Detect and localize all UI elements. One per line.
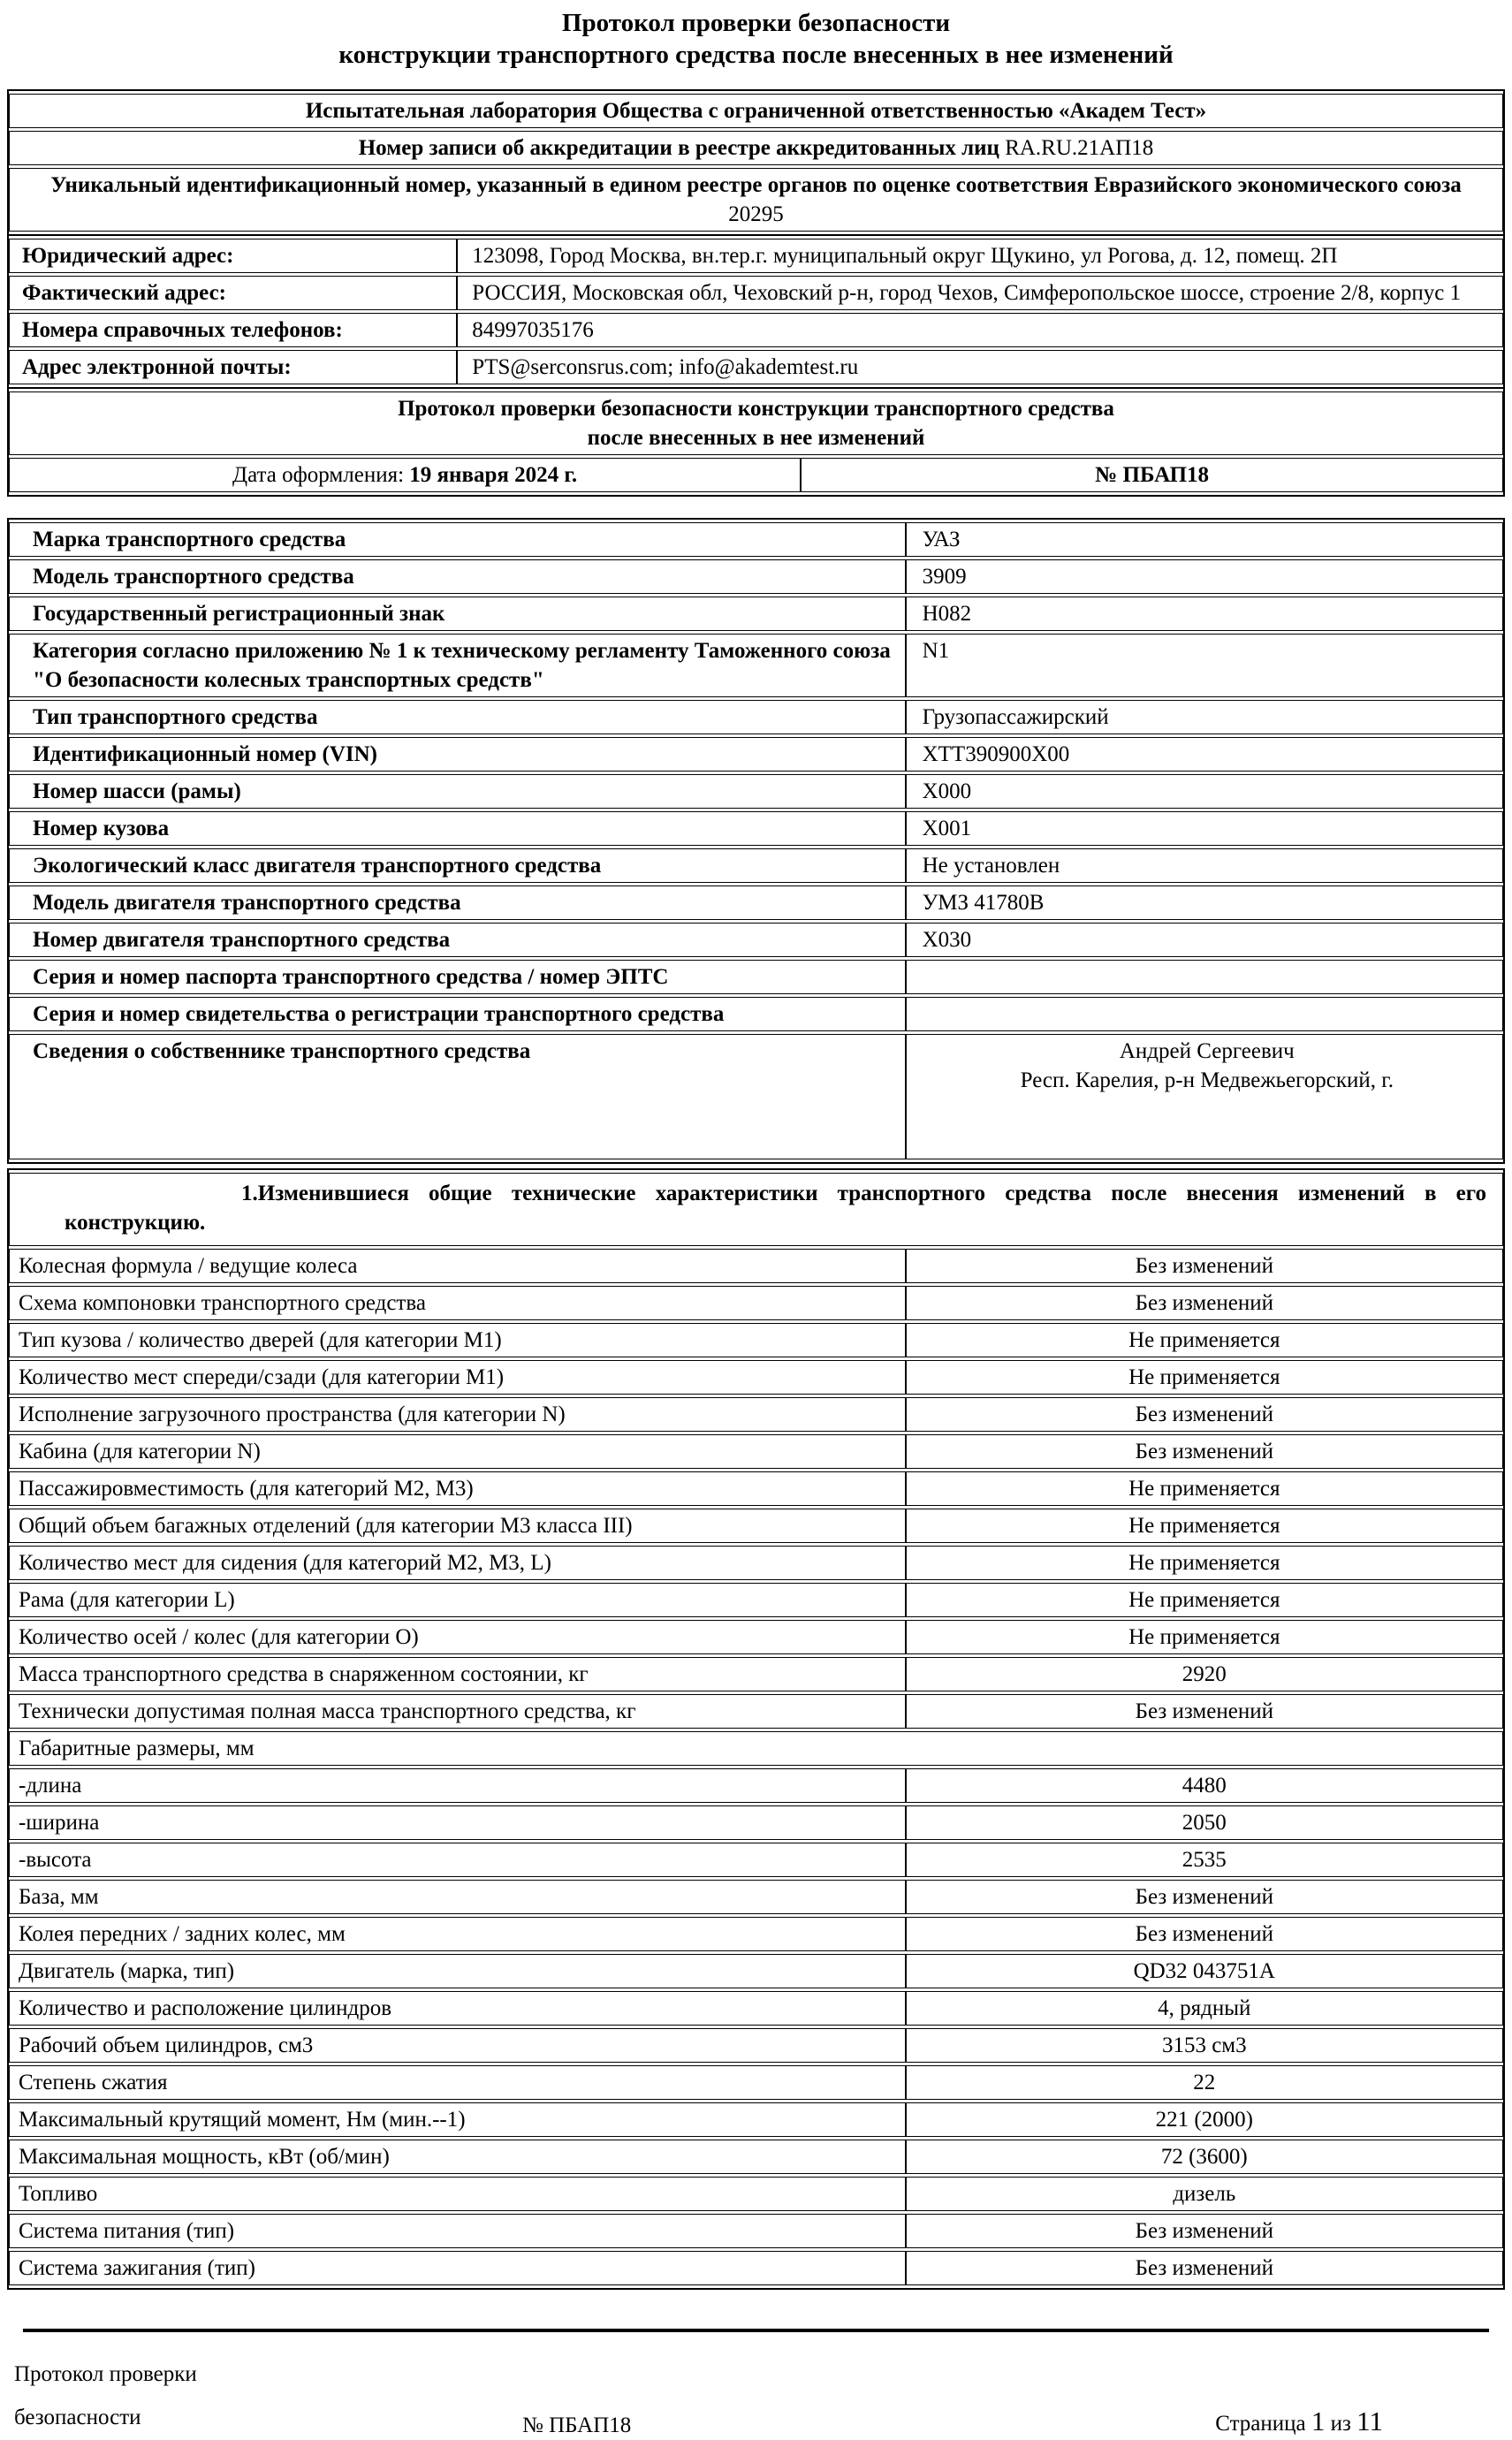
- characteristic-row: [9, 1323, 1503, 1357]
- characteristic-label: -длина: [9, 1768, 906, 1803]
- document-title: [34, 7, 1478, 72]
- lab-contact-value: 84997035176: [457, 313, 1503, 347]
- unique-id-row: [9, 168, 1503, 232]
- owner-address: Респ. Карелия, р-н Медвежьегорский, г.: [1020, 1068, 1394, 1092]
- characteristic-row: [9, 1583, 1503, 1617]
- lab-contact-row: [9, 276, 1503, 310]
- accreditation-label: Номер записи об аккредитации в реестре аккредитованных лиц: [358, 135, 999, 160]
- lab-name-row: [9, 94, 1503, 128]
- protocol-heading-line1: Протокол проверки безопасности конструкции транспортного средства: [398, 396, 1114, 421]
- characteristic-value: Без изменений: [906, 1694, 1503, 1729]
- lab-contact-label: Фактический адрес:: [9, 276, 457, 310]
- characteristic-label: Тип кузова / количество дверей (для категории M1): [9, 1323, 906, 1357]
- characteristic-value: Без изменений: [906, 1434, 1503, 1469]
- protocol-number: № ПБАП18: [801, 458, 1503, 492]
- lab-contact-value: PTS@serconsrus.com; info@akademtest.ru: [457, 350, 1503, 384]
- characteristic-value: Без изменений: [906, 1397, 1503, 1432]
- footer-page-separator: из: [1330, 2411, 1351, 2436]
- characteristic-value: Без изменений: [906, 1286, 1503, 1320]
- characteristic-value: 2050: [906, 1805, 1503, 1840]
- vehicle-row-label: Модель двигателя транспортного средства: [9, 886, 906, 920]
- vehicle-row-label: Тип транспортного средства: [9, 700, 906, 734]
- characteristic-row: [9, 1991, 1503, 2026]
- characteristic-label: Максимальная мощность, кВт (об/мин): [9, 2140, 906, 2174]
- characteristic-row: [9, 1286, 1503, 1320]
- characteristic-label: Кабина (для категории N): [9, 1434, 906, 1469]
- date-row: [9, 458, 1503, 492]
- characteristic-value: Без изменений: [906, 1249, 1503, 1283]
- characteristic-value: 72 (3600): [906, 2140, 1503, 2174]
- characteristic-label: Технически допустимая полная масса транспортного средства, кг: [9, 1694, 906, 1729]
- characteristic-row: [9, 2102, 1503, 2137]
- vehicle-row-value: Грузопассажирский: [906, 700, 1503, 734]
- characteristic-row: [9, 1768, 1503, 1803]
- characteristic-label: Схема компоновки транспортного средства: [9, 1286, 906, 1320]
- protocol-heading-cell: [9, 391, 1503, 455]
- characteristic-label: Система зажигания (тип): [9, 2251, 906, 2285]
- vehicle-row-label: Номер кузова: [9, 811, 906, 846]
- owner-name: Андрей Сергеевич: [1119, 1038, 1295, 1063]
- characteristic-value: Не применяется: [906, 1471, 1503, 1506]
- unique-id-label: Уникальный идентификационный номер, указанный в едином реестре органов по оценке соответствия Евразийского экономического союза: [50, 172, 1462, 197]
- characteristic-row: [9, 2177, 1503, 2211]
- vehicle-row-value: 3909: [906, 559, 1503, 594]
- characteristic-label: Общий объем багажных отделений (для категории M3 класса III): [9, 1509, 906, 1543]
- lab-contact-value: РОССИЯ, Московская обл, Чеховский р-н, город Чехов, Симферопольское шоссе, строение 2/8, корпус 1: [457, 276, 1503, 310]
- vehicle-row-label: Серия и номер паспорта транспортного средства / номер ЭПТС: [9, 960, 906, 994]
- lab-name: Испытательная лаборатория Общества с ограниченной ответственностью «Академ Тест»: [9, 94, 1503, 128]
- accreditation-cell: [9, 131, 1503, 165]
- lab-contact-row: [9, 239, 1503, 273]
- characteristic-label: Количество и расположение цилиндров: [9, 1991, 906, 2026]
- characteristic-label: Колесная формула / ведущие колеса: [9, 1249, 906, 1283]
- characteristic-value: Без изменений: [906, 1880, 1503, 1914]
- vehicle-row: [9, 923, 1503, 957]
- characteristic-value: QD32 043751A: [906, 1954, 1503, 1988]
- characteristic-label: Количество мест для сидения (для категорий M2, M3, L): [9, 1546, 906, 1580]
- characteristic-row: [9, 1471, 1503, 1506]
- vehicle-row: [9, 634, 1503, 697]
- characteristic-label: Рама (для категории L): [9, 1583, 906, 1617]
- lab-contact-value: 123098, Город Москва, вн.тер.г. муниципальный округ Щукино, ул Рогова, д. 12, помещ. 2П: [457, 239, 1503, 273]
- characteristic-value: Не применяется: [906, 1620, 1503, 1654]
- characteristic-row: [9, 2140, 1503, 2174]
- vehicle-row: [9, 1034, 1503, 1159]
- footer-page-indicator: [1215, 2404, 1383, 2440]
- vehicle-row-label: Идентификационный номер (VIN): [9, 737, 906, 772]
- date-cell: [9, 458, 801, 492]
- characteristic-row: [9, 1694, 1503, 1729]
- characteristic-value: 4, рядный: [906, 1991, 1503, 2026]
- vehicle-row-value: УМЗ 41780B: [906, 886, 1503, 920]
- characteristic-value: Не применяется: [906, 1509, 1503, 1543]
- vehicle-owner-cell: [906, 1034, 1503, 1159]
- vehicle-row-label: Государственный регистрационный знак: [9, 597, 906, 631]
- vehicle-row: [9, 597, 1503, 631]
- characteristic-row: [9, 1843, 1503, 1877]
- vehicle-row: [9, 559, 1503, 594]
- characteristic-value: Не применяется: [906, 1583, 1503, 1617]
- lab-contact-label: Юридический адрес:: [9, 239, 457, 273]
- vehicle-row: [9, 848, 1503, 883]
- characteristic-label: База, мм: [9, 1880, 906, 1914]
- vehicle-row-label: Номер шасси (рамы): [9, 774, 906, 809]
- section1-number: 1.: [241, 1181, 258, 1205]
- characteristic-value: 22: [906, 2065, 1503, 2100]
- protocol-heading-row: [9, 391, 1503, 455]
- characteristic-row: [9, 2214, 1503, 2248]
- footer-page-current: 1: [1311, 2405, 1326, 2436]
- characteristic-row: [9, 2065, 1503, 2100]
- characteristic-value: 221 (2000): [906, 2102, 1503, 2137]
- vehicle-row: [9, 886, 1503, 920]
- vehicle-row-label: Серия и номер свидетельства о регистрации транспортного средства: [9, 997, 906, 1031]
- vehicle-row-value: УАЗ: [906, 522, 1503, 557]
- characteristic-value: Не применяется: [906, 1323, 1503, 1357]
- vehicle-row-value: XTT390900X00: [906, 737, 1503, 772]
- vehicle-row-value: [906, 960, 1503, 994]
- characteristic-row: [9, 1954, 1503, 1988]
- vehicle-row-label: Номер двигателя транспортного средства: [9, 923, 906, 957]
- vehicle-row-label: Модель транспортного средства: [9, 559, 906, 594]
- characteristic-value: 2920: [906, 1657, 1503, 1691]
- page-footer: [7, 2332, 1505, 2440]
- vehicle-row-label: Категория согласно приложению № 1 к техническому регламенту Таможенного союза "О безопасности колесных транспортных средств": [9, 634, 906, 697]
- protocol-heading-line2: после внесенных в нее изменений: [587, 425, 925, 450]
- footer-protocol-number: № ПБАП18: [522, 2413, 632, 2437]
- characteristic-row: [9, 1805, 1503, 1840]
- characteristic-value: 4480: [906, 1768, 1503, 1803]
- vehicle-row: [9, 774, 1503, 809]
- vehicle-data-table: [7, 518, 1505, 1164]
- vehicle-row-value: [906, 997, 1503, 1031]
- vehicle-row-value: X030: [906, 923, 1503, 957]
- footer-doc-name: Протокол проверки безопасности: [14, 2362, 197, 2429]
- vehicle-row: [9, 522, 1503, 557]
- characteristic-label: Максимальный крутящий момент, Нм (мин.--1): [9, 2102, 906, 2137]
- vehicle-row-value: Не установлен: [906, 848, 1503, 883]
- unique-id-number: 20295: [728, 201, 784, 226]
- accreditation-number: RA.RU.21АП18: [1005, 135, 1154, 160]
- vehicle-row-value: Н082: [906, 597, 1503, 631]
- vehicle-row-label: Марка транспортного средства: [9, 522, 906, 557]
- characteristic-label: Система питания (тип): [9, 2214, 906, 2248]
- vehicle-row: [9, 700, 1503, 734]
- characteristic-label: Рабочий объем цилиндров, см3: [9, 2028, 906, 2063]
- vehicle-row-label: Сведения о собственнике транспортного средства: [9, 1034, 906, 1159]
- characteristic-row: [9, 1360, 1503, 1395]
- footer-page-total: 11: [1356, 2405, 1383, 2436]
- vehicle-row-value: X000: [906, 774, 1503, 809]
- characteristic-label: Масса транспортного средства в снаряженном состоянии, кг: [9, 1657, 906, 1691]
- section1-heading: [9, 1173, 1503, 1247]
- vehicle-row-label: Экологический класс двигателя транспортного средства: [9, 848, 906, 883]
- lab-contact-row: [9, 313, 1503, 347]
- characteristic-row: [9, 1546, 1503, 1580]
- date-label: Дата оформления:: [232, 462, 405, 487]
- vehicle-row: [9, 737, 1503, 772]
- characteristic-row: [9, 2028, 1503, 2063]
- unique-id-cell: [9, 168, 1503, 232]
- characteristic-value: Не применяется: [906, 1360, 1503, 1395]
- characteristic-label: Количество мест спереди/сзади (для категории M1): [9, 1360, 906, 1395]
- characteristic-label: Степень сжатия: [9, 2065, 906, 2100]
- vehicle-row: [9, 811, 1503, 846]
- characteristic-value: 3153 см3: [906, 2028, 1503, 2063]
- characteristic-label: -ширина: [9, 1805, 906, 1840]
- characteristic-label: Топливо: [9, 2177, 906, 2211]
- lab-contacts-table: [7, 234, 1505, 389]
- characteristic-label: -высота: [9, 1843, 906, 1877]
- characteristic-row: [9, 1657, 1503, 1691]
- characteristic-row: [9, 1509, 1503, 1543]
- characteristic-value: 2535: [906, 1843, 1503, 1877]
- document-title-line1: Протокол проверки безопасности: [561, 9, 951, 37]
- protocol-heading-table: [7, 387, 1505, 497]
- characteristic-label: Габаритные размеры, мм: [9, 1731, 1503, 1766]
- characteristic-label: Колея передних / задних колес, мм: [9, 1917, 906, 1951]
- characteristic-row: [9, 1917, 1503, 1951]
- characteristic-label: Исполнение загрузочного пространства (для категории N): [9, 1397, 906, 1432]
- section1-text: Изменившиеся общие технические характеристики транспортного средства после внесения изменений в его конструкцию.: [65, 1181, 1486, 1235]
- characteristic-value: дизель: [906, 2177, 1503, 2211]
- characteristic-row: [9, 1249, 1503, 1283]
- document-title-line2: конструкции транспортного средства после внесенных в нее изменений: [338, 41, 1174, 70]
- vehicle-row: [9, 997, 1503, 1031]
- characteristic-label: Пассажировместимость (для категорий M2, M3): [9, 1471, 906, 1506]
- vehicle-row-value: N1: [906, 634, 1503, 697]
- characteristic-label: Двигатель (марка, тип): [9, 1954, 906, 1988]
- characteristic-row: [9, 1731, 1503, 1766]
- characteristic-value: Без изменений: [906, 2214, 1503, 2248]
- lab-contact-row: [9, 350, 1503, 384]
- characteristic-row: [9, 1434, 1503, 1469]
- vehicle-row: [9, 960, 1503, 994]
- lab-contact-label: Номера справочных телефонов:: [9, 313, 457, 347]
- vehicle-row-value: X001: [906, 811, 1503, 846]
- characteristic-row: [9, 1620, 1503, 1654]
- characteristic-value: Без изменений: [906, 1917, 1503, 1951]
- characteristic-row: [9, 1397, 1503, 1432]
- characteristics-table: [7, 1168, 1505, 2291]
- footer-page-prefix: Страница: [1215, 2411, 1306, 2436]
- characteristic-row: [9, 1880, 1503, 1914]
- lab-header-table: [7, 89, 1505, 236]
- lab-contact-label: Адрес электронной почты:: [9, 350, 457, 384]
- section1-heading-row: [9, 1173, 1503, 1247]
- characteristic-row: [9, 2251, 1503, 2285]
- characteristic-value: Не применяется: [906, 1546, 1503, 1580]
- date-value: 19 января 2024 г.: [409, 462, 578, 487]
- accreditation-row: [9, 131, 1503, 165]
- characteristic-value: Без изменений: [906, 2251, 1503, 2285]
- characteristic-label: Количество осей / колес (для категории O): [9, 1620, 906, 1654]
